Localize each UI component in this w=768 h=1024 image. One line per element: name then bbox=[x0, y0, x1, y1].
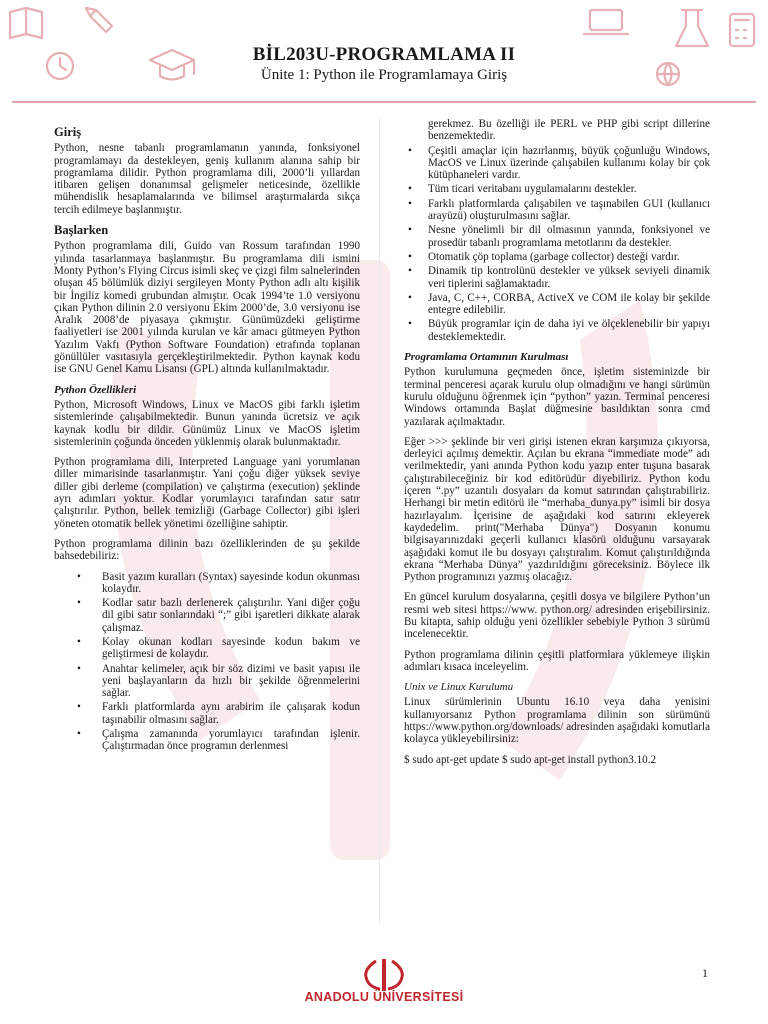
list-item: • Anahtar kelimeler, açık bir söz dizimi ve basit yapısı ile yeni başlayanların da hızlı bir şekilde öğrenmelerini sağlar. bbox=[102, 663, 360, 700]
section-heading-giris: Giriş bbox=[54, 125, 82, 139]
install-command: $ sudo apt-get update $ sudo apt-get install python3.10.2 bbox=[404, 753, 657, 766]
ozellikler-paragraph-1: Python, Microsoft Windows, Linux ve MacOS gibi farklı işletim sistemlerinde çalışabilmektedir. Bunun yanında ücretsiz ve açık kaynak kodlu bir dildir. Günümüz Linux ve MacOS işletim sistemlerinin çoğunda önceden yüklenmiş olarak bulunmaktadır. bbox=[54, 398, 360, 448]
laptop-icon bbox=[584, 10, 628, 34]
list-item: • Farklı platformlarda çalışabilen ve taşınabilen GUI (kullanıcı arayüzü) oluşturulmasını sağlar. bbox=[428, 198, 710, 223]
unix-paragraph: Linux sürümlerinin Ubuntu 16.10 veya daha yenisini kullanıyorsanız Python programlama dilinin son sürümünü https://www.python.org/downloads/ adresinden aşağıdaki komutlarla kolayca yükleyebilirsiniz: bbox=[404, 696, 710, 746]
ortam-paragraph-1: Python kurulumuna geçmeden önce, işletim sisteminizde bir terminal penceresi açarak kurulu olup olmadığını ve hangi sürümün kurulu olduğunu öğrenmek için “python” yazın. Terminal penceresi Windows ortamında Başlat düğmesine basıldıktan sonra cmd yazılarak açılmaktadır. bbox=[404, 366, 710, 428]
university-logo bbox=[284, 955, 484, 1019]
list-item: • Nesne yönelimli bir dil olmasının yanında, fonksiyonel ve prosedür tabanlı programlama metotlarını da destekler. bbox=[428, 224, 710, 249]
list-item: • Java, C, C++, CORBA, ActiveX ve COM ile kolay bir şekilde entegre edilebilir. bbox=[428, 292, 710, 317]
feature-list-right bbox=[404, 145, 710, 343]
list-item: • Dinamik tip kontrolünü destekler ve yüksek seviyeli dinamik veri tiplerini sağlamaktadır. bbox=[428, 265, 710, 290]
page-title: BİL203U-PROGRAMLAMA II bbox=[252, 44, 516, 65]
section-heading-unix: Unix ve Linux Kurulumu bbox=[404, 681, 514, 694]
book-icon bbox=[10, 8, 42, 38]
university-name: ANADOLU ÜNİVERSİTESİ bbox=[304, 990, 464, 1004]
header-rule bbox=[12, 101, 756, 103]
list-item: • Çeşitli amaçlar için hazırlanmış, büyük çoğunluğu Windows, MacOS ve Linux üzerinde çalışabilen kullanımı kolay bir çok kütüphaneleri vardır. bbox=[428, 145, 710, 182]
ortam-paragraph-4: Python programlama dilinin çeşitli platformlara yüklemeye ilişkin adımları kısaca inceleyelim. bbox=[404, 648, 710, 673]
list-item: • Kodlar satır bazlı derlenerek çalıştırılır. Yani diğer çoğu dil gibi satır sonlarındaki “;” gibi işaretleri dikkate alarak çalışmaz. bbox=[102, 597, 360, 634]
list-item: • Çalışma zamanında yorumlayıcı tarafından işlenir. Çalıştırmadan önce programın derlenmesi bbox=[102, 728, 360, 753]
flask-icon bbox=[676, 10, 708, 46]
section-heading-baslarken: Başlarken bbox=[54, 223, 109, 238]
pen-icon bbox=[86, 8, 112, 32]
page-header bbox=[0, 0, 768, 104]
list-item: • Otomatik çöp toplama (garbage collector) desteği vardır. bbox=[428, 251, 710, 263]
left-column bbox=[54, 118, 360, 755]
section-heading-ortam: Programlama Ortamının Kurulması bbox=[404, 351, 569, 364]
page-number: 1 bbox=[702, 966, 708, 980]
list-item: • Tüm ticari veritabanı uygulamalarını destekler. bbox=[428, 183, 710, 195]
baslarken-paragraph: Python programlama dili, Guido van Rossum tarafından 1990 yılında tasarlanmaya başlanmıştır. Bu programlama dili ismini Monty Python’s Flying Circus isimli skeç ve çizgi film salnelerinden oluşan 45 bölümlük diziyi sergileyen Monty Python adlı altı kişilik bir İngiliz komedi grubundan almıştır. Ocak 1994’te 1.0 versiyonu çıkan Python dilinin 2.0 versiyonu Ekim 2000’de, 3.0 versiyonu ise Aralık 2008’de piyasaya çıkmıştır. Günümüzdeki geliştirme faaliyetleri ise 2001 yılında kurulan ve kâr amacı gütmeyen Python Yazılım Vakfı (Python Software Foundation) etrafında toplanan gönüllüler vasıtasıyla gerçekleştirilmektedir. Python kaynak kodu ise GNU Genel Kamu Lisansı (GPL) altında kullanılmaktadır. bbox=[54, 240, 360, 376]
bullet-continuation: gerekmez. Bu özelliği ile PERL ve PHP gibi script dillerine benzemektedir. bbox=[428, 118, 710, 143]
list-item: • Basit yazım kuralları (Syntax) sayesinde kodun okunması kolaydır. bbox=[102, 571, 360, 596]
unit-subtitle: Ünite 1: Python ile Programlamaya Giriş bbox=[260, 67, 508, 83]
calculator-icon bbox=[730, 14, 754, 46]
right-column bbox=[404, 118, 710, 774]
ozellikler-paragraph-3: Python programlama dilinin bazı özelliklerinden de şu şekilde bahsedebiliriz: bbox=[54, 537, 360, 563]
ortam-paragraph-2: Eğer >>> şeklinde bir veri girişi istenen ekran karşımıza çıkıyorsa, derleyici açılmış demektir. Açılan bu ekrana “immediate mode” adı verilmektedir, yani anında Python kodu yazıp enter tuşuna basarak çalıştırabileceğiniz bir kod editörüdür diyebiliriz. Python kodu içeren “.py” uzantılı dosyaları da komut satırından çalıştırabiliriz. Herhangi bir metin editörü ile “merhaba_dunya.py” isimli bir dosya hazırlayalım. İçerisine de aşağıdaki kod satırını ekleyerek kaydedelim. print("Merhaba Dünya") Dosyanın konumu bilgisayarınızdaki geçerli kullanıcı klasörü olduğunu varsayarak aşağıdaki komut ile bu dosyayı çalıştıralım. Komut çalıştırıldığında ekrana “Merhaba Dünya” yazdırıldığını göreceksiniz. Böylece ilk Python programınızı yazmış olacağız. bbox=[404, 435, 710, 584]
ozellikler-paragraph-2: Python programlama dili, Interpreted Language yani yorumlanan diller mimarisinde tasarlanmıştır. Yani çoğu diğer yüksek seviye diller gibi derleme (compilation) ve çalıştırma (execution) şeklinde ayrı adımları yoktur. Kodlar yorumlayıcı tarafından satır satır çalıştırılır. Python, bellek temizliği (Garbage Collector) gibi işleri yöneten otomatik bellek yönetimi özelliğine sahiptir. bbox=[54, 456, 360, 530]
ortam-paragraph-3: En güncel kurulum dosyalarına, çeşitli dosya ve bilgilere Python’un resmi web sitesi https://www. python.org/ adresinden erişebilirsiniz. Bu kitapta, sahip olduğu yeni özellikler sebebiyle Python 3 sürümü incelenecektir. bbox=[404, 591, 710, 641]
section-heading-ozellikler: Python Özellikleri bbox=[54, 383, 137, 396]
column-divider bbox=[379, 118, 380, 924]
list-item: • Büyük programlar için de daha iyi ve ölçeklenebilir bir yapıyı desteklemektedir. bbox=[428, 318, 710, 343]
list-item: • Farklı platformlarda aynı arabirim ile çalışarak kodun taşınabilir olmasını sağlar. bbox=[102, 701, 360, 726]
giris-paragraph: Python, nesne tabanlı programlamanın yanında, fonksiyonel programlamayı da destekleyen, geniş kullanım alanına sahip bir programlama dilidir. Python programlama dili, 2000’li yıllardan itibaren gelişen donanımsal gelişmeler neticesinde, özellikle mühendislik hesaplamalarında ve bilimsel araştırmalarda sıkça tercih edilmeye başlanmıştır. bbox=[54, 142, 360, 216]
feature-list-left bbox=[54, 571, 360, 753]
list-item: • Kolay okunan kodları sayesinde kodun bakım ve geliştirmesi de kolaydır. bbox=[102, 636, 360, 661]
